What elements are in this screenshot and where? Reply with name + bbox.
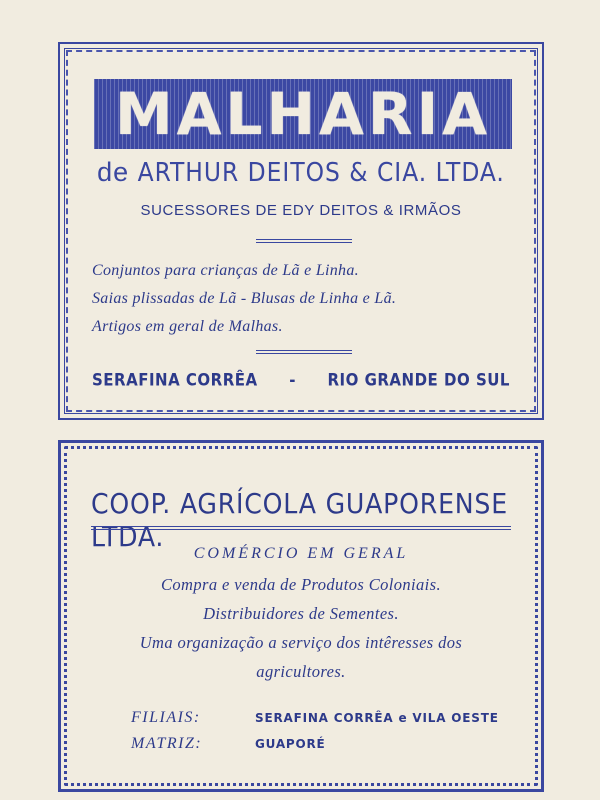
ad-cooperativa [58, 440, 544, 792]
separator: - [289, 370, 296, 390]
coop-line: Compra e venda de Produtos Coloniais. [160, 575, 441, 594]
branches-label: FILIAIS: [131, 709, 201, 726]
divider [256, 242, 352, 243]
hq-value: GUAPORÉ [255, 737, 326, 751]
coop-line: Uma organização a serviço dos intêresses dos [139, 633, 463, 652]
location-line [92, 370, 510, 390]
divider [256, 239, 352, 240]
banner [94, 79, 512, 149]
branch-info [131, 709, 499, 753]
company-name: ARTHUR DEITOS & CIA. LTDA. [137, 158, 505, 188]
product-item: Artigos em geral de Malhas. [92, 318, 283, 335]
divider [91, 529, 511, 530]
successors-line: SUCESSORES DE EDY DEITOS & IRMÃOS [140, 202, 462, 219]
product-list [92, 257, 532, 341]
divider [256, 353, 352, 354]
branches-value: SERAFINA CORRÊA e VILA OESTE [255, 711, 499, 725]
coop-line: agricultores. [256, 662, 346, 681]
coop-headline: COMÉRCIO EM GERAL [193, 545, 409, 562]
ad-malharia [58, 42, 544, 420]
company-prefix: de [97, 157, 130, 187]
coop-name: COOP. AGRÍCOLA GUAPORENSE LTDA. [91, 487, 508, 553]
coop-line: Distribuidores de Sementes. [203, 604, 399, 623]
product-item: Conjuntos para crianças de Lã e Linha. [92, 262, 359, 279]
coop-description [81, 539, 521, 686]
company-line [60, 157, 542, 188]
hq-label: MATRIZ: [131, 735, 203, 752]
divider [256, 350, 352, 351]
divider [91, 526, 511, 527]
city: SERAFINA CORRÊA [92, 370, 258, 390]
state: RIO GRANDE DO SUL [327, 370, 510, 390]
banner-title: MALHARIA [114, 80, 492, 148]
product-item: Saias plissadas de Lã - Blusas de Linha e Lã. [92, 290, 397, 307]
